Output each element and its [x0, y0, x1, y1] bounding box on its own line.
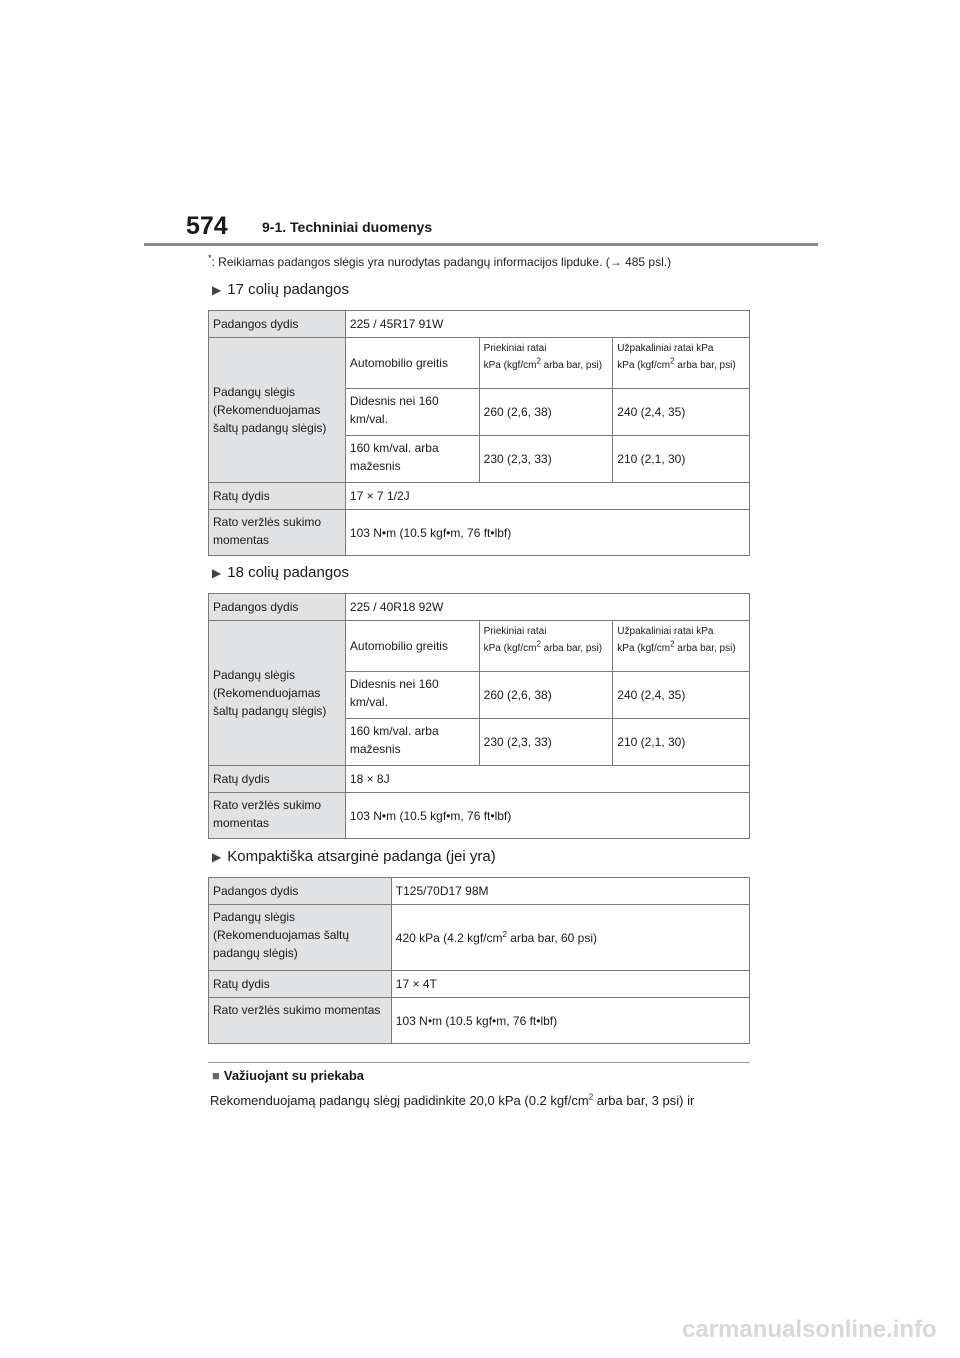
superscript: 2 — [536, 639, 541, 649]
torque-label: Rato veržlės sukimo momentas — [209, 510, 346, 556]
rear-header-line3: arba bar, psi) — [674, 643, 736, 654]
section-heading-spare — [212, 848, 496, 865]
pressure-value-part2: arba bar, 60 psi) — [506, 930, 598, 945]
rear-row2: 210 (2,1, 30) — [613, 719, 750, 766]
tire-size-label: Padangos dydis — [209, 311, 346, 338]
pressure-label: Padangų slėgis (Rekomenduojamas šaltų padangų slėgis) — [209, 621, 346, 766]
torque-label: Rato veržlės sukimo momentas — [209, 793, 346, 839]
wheel-value: 17 × 7 1/2J — [345, 483, 749, 510]
front-header-line1: Priekiniai ratai — [483, 626, 547, 637]
heading-text: 18 colių padangos — [227, 564, 349, 581]
rear-row2: 210 (2,1, 30) — [613, 436, 750, 483]
speed-header: Automobilio greitis — [345, 621, 479, 672]
heading-text: Kompaktiška atsarginė padanga (jei yra) — [227, 848, 496, 865]
heading-text: 17 colių padangos — [227, 281, 349, 298]
rear-header-line1: Užpakaliniai ratai kPa — [617, 626, 714, 637]
rear-header-line3: arba bar, psi) — [674, 360, 736, 371]
towing-text-part1: Rekomenduojamą padangų slėgį padidinkite 20,0 kPa (0.2 kgf/cm — [210, 1093, 589, 1108]
section-heading-18 — [212, 564, 349, 581]
front-row1: 260 (2,6, 38) — [479, 389, 613, 436]
front-header-line3: arba bar, psi) — [540, 643, 603, 654]
torque-value: 103 N•m (10.5 kgf•m, 76 ft•lbf) — [391, 998, 749, 1044]
triangle-bullet-icon: ▶ — [212, 283, 222, 297]
tire-table-17 — [208, 310, 750, 556]
rear-row1: 240 (2,4, 35) — [613, 389, 750, 436]
superscript: 2 — [588, 1092, 594, 1102]
watermark: carmanualsonline.info — [682, 1316, 937, 1343]
page-number: 574 — [186, 212, 228, 240]
wheel-label: Ratų dydis — [209, 766, 346, 793]
front-header-line2: kPa (kgf/cm — [483, 643, 537, 654]
front-row2: 230 (2,3, 33) — [479, 436, 613, 483]
pressure-label: Padangų slėgis (Rekomenduojamas šaltų padangų slėgis) — [209, 905, 392, 971]
rear-header-line2: kPa (kgf/cm — [617, 643, 671, 654]
torque-value: 103 N•m (10.5 kgf•m, 76 ft•lbf) — [345, 510, 749, 556]
tire-table-18 — [208, 593, 750, 839]
speed-row2: 160 km/val. arba mažesnis — [345, 436, 479, 483]
pressure-label: Padangų slėgis (Rekomenduojamas šaltų padangų slėgis) — [209, 338, 346, 483]
front-header — [479, 621, 613, 672]
footnote-text: : Reikiamas padangos slėgis yra nurodytas padangų informacijos lipduke. (→ 485 psl.) — [211, 255, 672, 269]
tire-size-label: Padangos dydis — [209, 878, 392, 905]
towing-heading-text: Važiuojant su priekaba — [223, 1068, 365, 1083]
torque-value: 103 N•m (10.5 kgf•m, 76 ft•lbf) — [345, 793, 749, 839]
wheel-value: 18 × 8J — [345, 766, 749, 793]
superscript: 2 — [670, 356, 675, 366]
wheel-label: Ratų dydis — [209, 971, 392, 998]
triangle-bullet-icon: ▶ — [212, 566, 222, 580]
triangle-bullet-icon: ▶ — [212, 850, 222, 864]
section-title: 9-1. Techniniai duomenys — [262, 219, 433, 235]
speed-row1: Didesnis nei 160 km/val. — [345, 672, 479, 719]
front-header-line2: kPa (kgf/cm — [483, 360, 537, 371]
superscript: 2 — [502, 929, 507, 939]
towing-text-part2: arba bar, 3 psi) ir — [593, 1093, 695, 1108]
speed-header: Automobilio greitis — [345, 338, 479, 389]
section-heading-17 — [212, 281, 349, 298]
towing-heading — [212, 1068, 364, 1083]
section-divider — [208, 1062, 750, 1063]
front-row2: 230 (2,3, 33) — [479, 719, 613, 766]
wheel-label: Ratų dydis — [209, 483, 346, 510]
rear-header — [613, 338, 750, 389]
header-rule — [144, 243, 818, 246]
square-bullet-icon: ■ — [212, 1068, 220, 1083]
towing-text — [210, 1093, 694, 1108]
tire-size-label: Padangos dydis — [209, 594, 346, 621]
footnote — [208, 255, 671, 269]
tire-size-value: 225 / 40R18 92W — [345, 594, 749, 621]
tire-size-value: 225 / 45R17 91W — [345, 311, 749, 338]
wheel-value: 17 × 4T — [391, 971, 749, 998]
rear-row1: 240 (2,4, 35) — [613, 672, 750, 719]
pressure-value-part1: 420 kPa (4.2 kgf/cm — [395, 930, 503, 945]
front-header-line3: arba bar, psi) — [540, 360, 603, 371]
rear-header-line1: Užpakaliniai ratai kPa — [617, 343, 714, 354]
rear-header — [613, 621, 750, 672]
spare-table — [208, 877, 750, 1044]
front-header-line1: Priekiniai ratai — [483, 343, 547, 354]
footnote-marker: * — [208, 253, 212, 263]
superscript: 2 — [536, 356, 541, 366]
torque-label: Rato veržlės sukimo momentas — [209, 998, 392, 1044]
superscript: 2 — [670, 639, 675, 649]
pressure-value — [391, 905, 749, 971]
speed-row2: 160 km/val. arba mažesnis — [345, 719, 479, 766]
tire-size-value: T125/70D17 98M — [391, 878, 749, 905]
front-row1: 260 (2,6, 38) — [479, 672, 613, 719]
rear-header-line2: kPa (kgf/cm — [617, 360, 671, 371]
speed-row1: Didesnis nei 160 km/val. — [345, 389, 479, 436]
front-header — [479, 338, 613, 389]
